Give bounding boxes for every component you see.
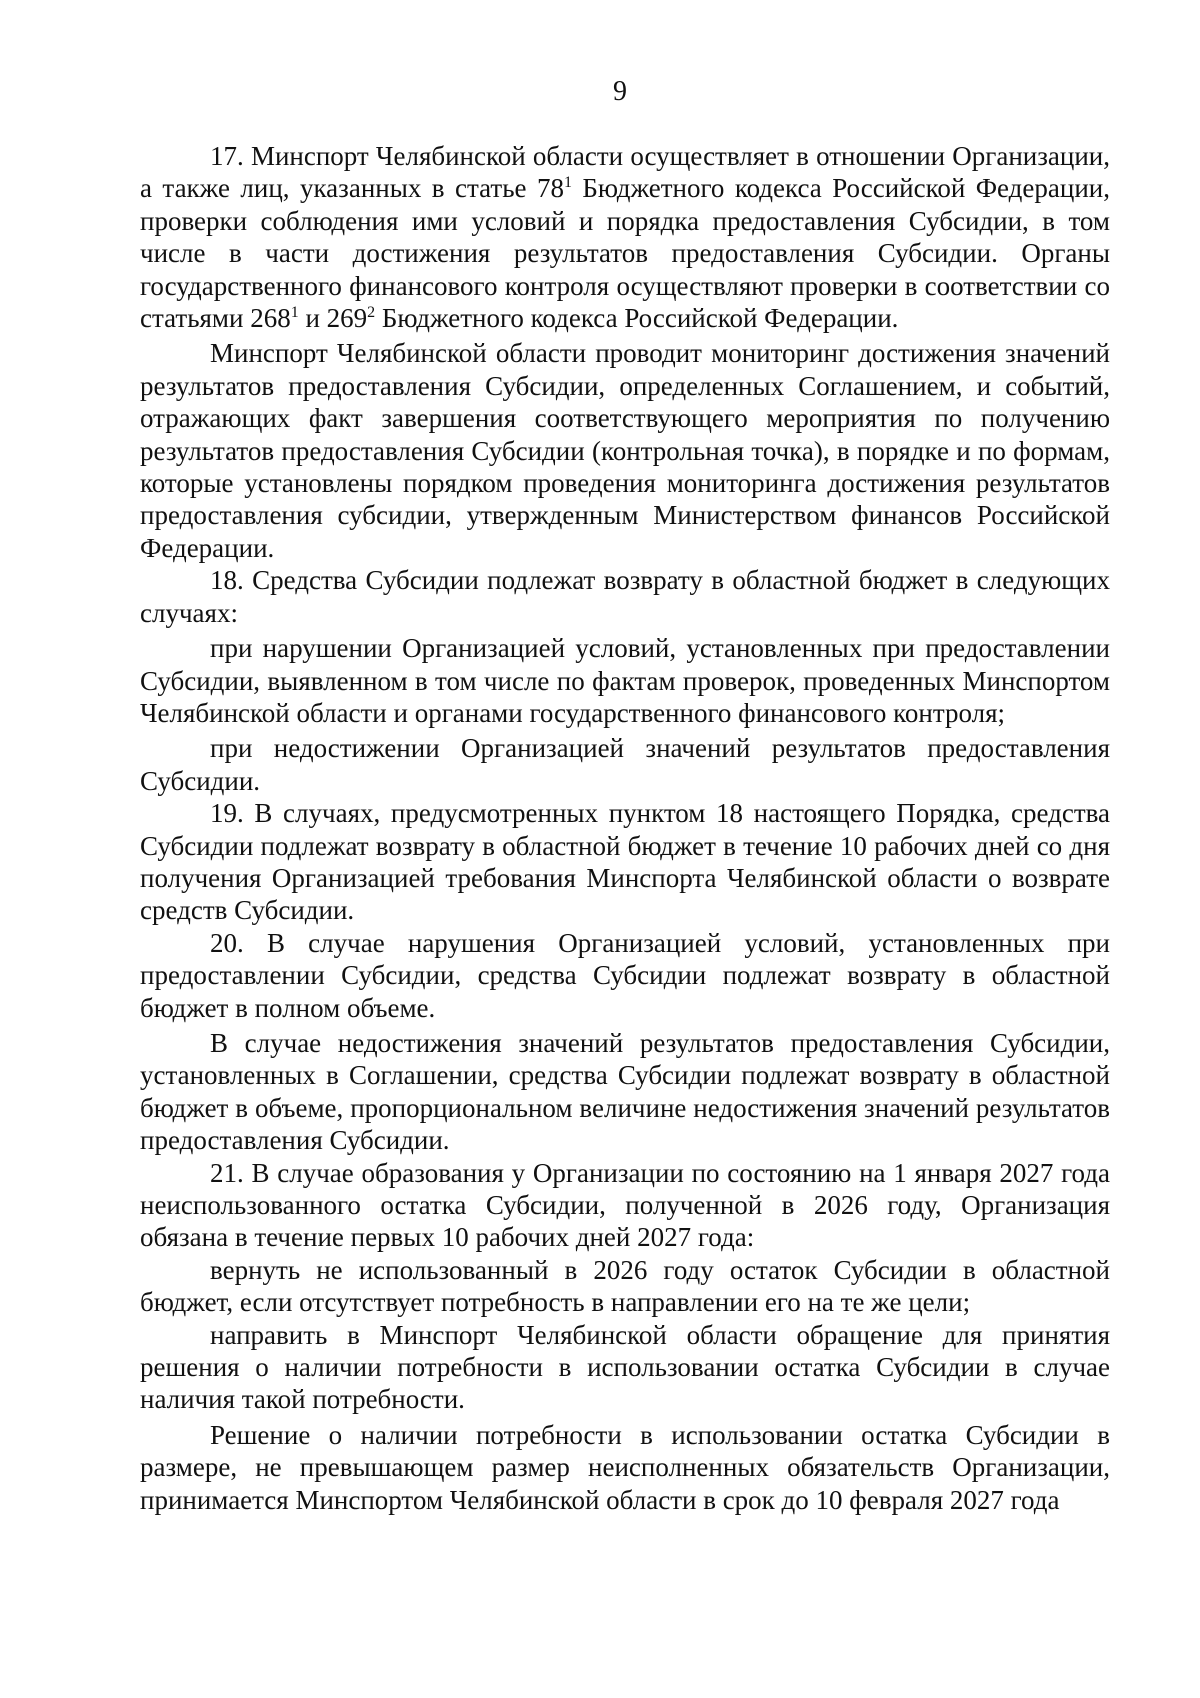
paragraph-17-text-b: Бюджетного кодекса Российской Федерации, проверки соблюдения ими условий и порядка предоставления Субсидии, в том числе в части достижения результатов предоставления Субсидии. Органы государственного финансового контроля осуществляют проверки в соответствии со статьями 268 (140, 173, 1110, 334)
paragraph-21-return: вернуть не использованный в 2026 году остаток Субсидии в областной бюджет, если отсутствует потребность в направлении его на те же цели; (140, 1254, 1110, 1318)
superscript-268-1: 1 (290, 304, 299, 322)
paragraph-18-case-nonachievement: при недостижении Организацией значений результатов предоставления Субсидии. (140, 733, 1110, 796)
paragraph-19: 19. В случаях, предусмотренных пунктом 18 настоящего Порядка, средства Субсидии подлежат возврату в областной бюджет в течение 10 рабочих дней со дня получения Организацией требования Минспорта Челябинской области о возврате средств Субсидии. (140, 798, 1110, 926)
paragraph-17-text-c: и 269 (298, 303, 368, 334)
paragraph-17 (140, 140, 1110, 334)
superscript-269-2: 2 (367, 304, 376, 322)
paragraph-17-text-d: Бюджетного кодекса Российской Федерации. (375, 303, 899, 334)
paragraph-monitoring: Минспорт Челябинской области проводит мониторинг достижения значений результатов предоставления Субсидии, определенных Соглашением, и событий, отражающих факт завершения соответствующего мероприятия по получению результатов предоставления Субсидии (контрольная точка), в порядке и по формам, которые установлены порядком проведения мониторинга достижения результатов предоставления субсидии, утвержденным Министерством финансов Российской Федерации. (140, 338, 1110, 563)
paragraph-18-case-violation: при нарушении Организацией условий, установленных при предоставлении Субсидии, выявленном в том числе по фактам проверок, проведенных Минспортом Челябинской области и органами государственного финансового контроля; (140, 633, 1110, 728)
paragraph-21: 21. В случае образования у Организации по состоянию на 1 января 2027 года неиспользованного остатка Субсидии, полученной в 2026 году, Организация обязана в течение первых 10 рабочих дней 2027 года: (140, 1157, 1110, 1253)
superscript-78-1: 1 (563, 174, 572, 192)
paragraph-20: 20. В случае нарушения Организацией условий, установленных при предоставлении Субсидии, средства Субсидии подлежат возврату в областной бюджет в полном объеме. (140, 927, 1110, 1023)
paragraph-decision: Решение о наличии потребности в использовании остатка Субсидии в размере, не превышающем размер неисполненных обязательств Организации, принимается Минспортом Челябинской области в срок до 10 февраля 2027 года (140, 1419, 1110, 1515)
paragraph-20-nonachievement: В случае недостижения значений результатов предоставления Субсидии, установленных в Соглашении, средства Субсидии подлежат возврату в областной бюджет в объеме, пропорциональном величине недостижения значений результатов предоставления Субсидии. (140, 1027, 1110, 1156)
paragraph-18: 18. Средства Субсидии подлежат возврату в областной бюджет в следующих случаях: (140, 565, 1110, 628)
page-number: 9 (613, 76, 627, 107)
paragraph-21-request: направить в Минспорт Челябинской области обращение для принятия решения о наличии потребности в использовании остатка Субсидии в случае наличия такой потребности. (140, 1319, 1110, 1415)
paragraph-17-text-a: 17. Минспорт Челябинской области осуществляет в отношении Организации, а также лиц, указанных в статье 78 (140, 141, 1110, 204)
document-body (140, 140, 1110, 1516)
